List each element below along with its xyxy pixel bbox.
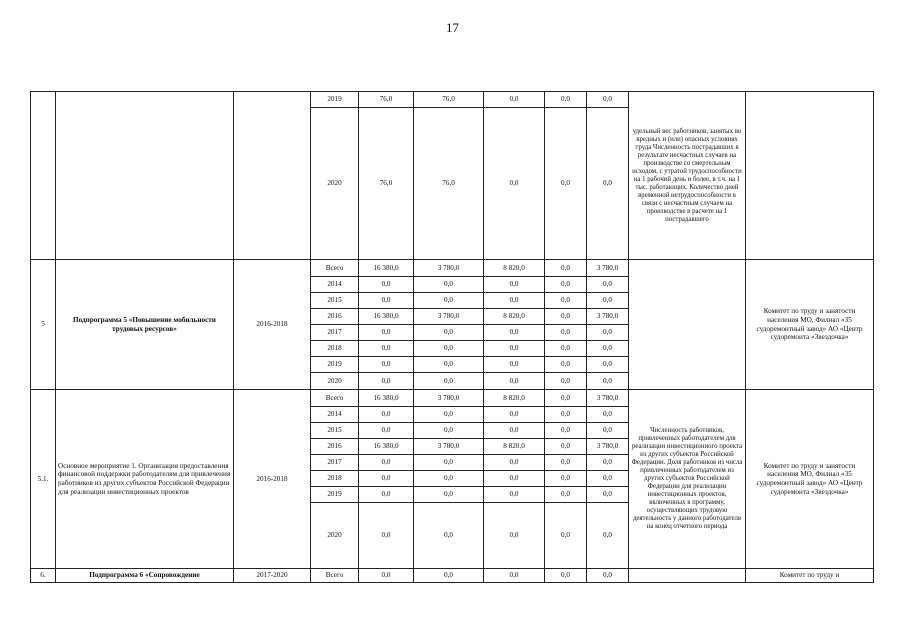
value-cell: 0,0 bbox=[484, 487, 545, 503]
year-cell: 2014 bbox=[311, 407, 359, 423]
value-cell: 0,0 bbox=[359, 423, 414, 439]
value-cell: 0,0 bbox=[414, 423, 484, 439]
value-cell: 0,0 bbox=[545, 277, 587, 293]
value-cell: 0,0 bbox=[359, 455, 414, 471]
value-cell: 0,0 bbox=[545, 423, 587, 439]
value-cell: 0,0 bbox=[545, 357, 587, 373]
year-cell: 2017 bbox=[311, 325, 359, 341]
value-cell: 76,0 bbox=[359, 92, 414, 108]
value-cell: 16 380,0 bbox=[359, 390, 414, 407]
year-cell: 2014 bbox=[311, 277, 359, 293]
value-cell: 0,0 bbox=[545, 325, 587, 341]
value-cell: 0,0 bbox=[545, 260, 587, 277]
period-cell bbox=[234, 92, 311, 260]
value-cell: 0,0 bbox=[484, 277, 545, 293]
value-cell: 0,0 bbox=[359, 277, 414, 293]
value-cell: 0,0 bbox=[484, 293, 545, 309]
value-cell: 0,0 bbox=[545, 471, 587, 487]
value-cell: 0,0 bbox=[414, 277, 484, 293]
value-cell: 0,0 bbox=[484, 341, 545, 357]
value-cell: 8 820,0 bbox=[484, 309, 545, 325]
value-cell: 0,0 bbox=[587, 293, 629, 309]
value-cell: 3 780,0 bbox=[414, 390, 484, 407]
value-cell: 8 820,0 bbox=[484, 390, 545, 407]
value-cell: 0,0 bbox=[414, 407, 484, 423]
value-cell: 0,0 bbox=[359, 487, 414, 503]
year-cell: 2016 bbox=[311, 439, 359, 455]
value-cell: 0,0 bbox=[359, 503, 414, 569]
row-number-cell: 5 bbox=[31, 260, 56, 390]
value-cell: 0,0 bbox=[545, 108, 587, 260]
value-cell: 0,0 bbox=[545, 390, 587, 407]
period-cell: 2016-2018 bbox=[234, 390, 311, 569]
value-cell: 0,0 bbox=[484, 407, 545, 423]
program-name-cell: Подпрограмма 5 «Повышение мобильности трудовых ресурсов» bbox=[56, 260, 234, 390]
responsible-cell: Комитет по труду и занятости населения МО, Филиал «35 судоремонтный завод» АО «Центр судоремонта «Звездочка» bbox=[746, 390, 874, 569]
value-cell: 0,0 bbox=[545, 407, 587, 423]
table-row bbox=[31, 390, 874, 407]
value-cell: 0,0 bbox=[484, 108, 545, 260]
value-cell: 76,0 bbox=[359, 108, 414, 260]
value-cell: 0,0 bbox=[414, 373, 484, 390]
value-cell: 0,0 bbox=[359, 407, 414, 423]
value-cell: 0,0 bbox=[359, 293, 414, 309]
indicator-cell bbox=[629, 260, 746, 390]
year-cell: Всего bbox=[311, 390, 359, 407]
year-cell: 2019 bbox=[311, 487, 359, 503]
period-cell: 2017-2020 bbox=[234, 569, 311, 583]
value-cell: 0,0 bbox=[484, 503, 545, 569]
row-number-cell: 5.1. bbox=[31, 390, 56, 569]
value-cell: 0,0 bbox=[545, 341, 587, 357]
value-cell: 0,0 bbox=[587, 407, 629, 423]
program-name-cell bbox=[56, 92, 234, 260]
value-cell: 0,0 bbox=[414, 455, 484, 471]
value-cell: 0,0 bbox=[587, 277, 629, 293]
value-cell: 0,0 bbox=[587, 341, 629, 357]
value-cell: 0,0 bbox=[545, 455, 587, 471]
responsible-cell: Комитет по труду и занятости населения МО, Филиал «35 судоремонтный завод» АО «Центр судоремонта «Звездочка» bbox=[746, 260, 874, 390]
program-name-cell: Основное мероприятие 1. Организация предоставления финансовой поддержки работодателям для привлечения работников из других субъектов Российской Федерации для реализации инвестиционных проектов bbox=[56, 390, 234, 569]
value-cell: 0,0 bbox=[545, 309, 587, 325]
value-cell: 0,0 bbox=[587, 423, 629, 439]
value-cell: 0,0 bbox=[484, 373, 545, 390]
program-table bbox=[30, 91, 874, 583]
program-name-cell: Подпрограмма 6 «Сопровождение bbox=[56, 569, 234, 583]
value-cell: 0,0 bbox=[359, 569, 414, 583]
table-row bbox=[31, 92, 874, 108]
value-cell: 0,0 bbox=[484, 569, 545, 583]
year-cell: Всего bbox=[311, 260, 359, 277]
value-cell: 3 780,0 bbox=[414, 439, 484, 455]
year-cell: Всего bbox=[311, 569, 359, 583]
value-cell: 3 780,0 bbox=[587, 390, 629, 407]
value-cell: 0,0 bbox=[414, 569, 484, 583]
value-cell: 0,0 bbox=[359, 325, 414, 341]
page-number: 17 bbox=[446, 20, 459, 35]
indicator-cell: Численность работников, привлеченных работодателем для реализации инвестиционного проекта из других субъектов Российской Федерации. Доля работников из числа привлеченных работодателем из других субъектов Российской Федерации для реализации инвестиционных проектов, включенных в программу, осуществляющих трудовую деятельность у данного работодателя на конец отчетного периода bbox=[629, 390, 746, 569]
value-cell: 3 780,0 bbox=[414, 309, 484, 325]
year-cell: 2019 bbox=[311, 92, 359, 108]
year-cell: 2020 bbox=[311, 108, 359, 260]
value-cell: 3 780,0 bbox=[414, 260, 484, 277]
value-cell: 0,0 bbox=[414, 503, 484, 569]
value-cell: 0,0 bbox=[484, 325, 545, 341]
value-cell: 0,0 bbox=[545, 92, 587, 108]
value-cell: 8 820,0 bbox=[484, 260, 545, 277]
indicator-cell: удельный вес работников, занятых во вредных и (или) опасных условиях труда Численность пострадавших в результате несчастных случаев на производстве со смертельным исходом, с утратой трудоспособности на 1 рабочий день и более, в т.ч. на 1 тыс. работающих. Количество дней временной нетрудоспособности в связи с несчастным случаем на производстве в расчете на 1 пострадавшего bbox=[629, 92, 746, 260]
value-cell: 0,0 bbox=[414, 471, 484, 487]
year-cell: 2019 bbox=[311, 357, 359, 373]
value-cell: 76,0 bbox=[414, 92, 484, 108]
table-body bbox=[31, 92, 874, 583]
value-cell: 0,0 bbox=[484, 455, 545, 471]
value-cell: 0,0 bbox=[545, 293, 587, 309]
row-number-cell: 6. bbox=[31, 569, 56, 583]
value-cell: 0,0 bbox=[587, 92, 629, 108]
value-cell: 3 780,0 bbox=[587, 439, 629, 455]
table-row bbox=[31, 569, 874, 583]
value-cell: 0,0 bbox=[545, 569, 587, 583]
year-cell: 2017 bbox=[311, 455, 359, 471]
value-cell: 0,0 bbox=[484, 423, 545, 439]
value-cell: 0,0 bbox=[414, 325, 484, 341]
value-cell: 8 820,0 bbox=[484, 439, 545, 455]
year-cell: 2020 bbox=[311, 503, 359, 569]
value-cell: 0,0 bbox=[484, 357, 545, 373]
value-cell: 0,0 bbox=[414, 341, 484, 357]
value-cell: 0,0 bbox=[545, 439, 587, 455]
value-cell: 0,0 bbox=[359, 373, 414, 390]
value-cell: 3 780,0 bbox=[587, 260, 629, 277]
year-cell: 2015 bbox=[311, 423, 359, 439]
indicator-cell bbox=[629, 569, 746, 583]
value-cell: 0,0 bbox=[484, 471, 545, 487]
value-cell: 0,0 bbox=[484, 92, 545, 108]
table-row bbox=[31, 260, 874, 277]
value-cell: 0,0 bbox=[587, 487, 629, 503]
value-cell: 0,0 bbox=[587, 357, 629, 373]
value-cell: 76,0 bbox=[414, 108, 484, 260]
value-cell: 0,0 bbox=[545, 487, 587, 503]
value-cell: 0,0 bbox=[545, 503, 587, 569]
value-cell: 0,0 bbox=[587, 325, 629, 341]
value-cell: 0,0 bbox=[587, 471, 629, 487]
year-cell: 2016 bbox=[311, 309, 359, 325]
value-cell: 3 780,0 bbox=[587, 309, 629, 325]
year-cell: 2020 bbox=[311, 373, 359, 390]
row-number-cell bbox=[31, 92, 56, 260]
value-cell: 0,0 bbox=[414, 487, 484, 503]
value-cell: 0,0 bbox=[414, 293, 484, 309]
year-cell: 2018 bbox=[311, 471, 359, 487]
value-cell: 0,0 bbox=[587, 455, 629, 471]
period-cell: 2016-2018 bbox=[234, 260, 311, 390]
value-cell: 0,0 bbox=[587, 503, 629, 569]
value-cell: 0,0 bbox=[545, 373, 587, 390]
value-cell: 16 380,0 bbox=[359, 260, 414, 277]
responsible-cell bbox=[746, 92, 874, 260]
value-cell: 0,0 bbox=[359, 357, 414, 373]
value-cell: 0,0 bbox=[587, 108, 629, 260]
year-cell: 2018 bbox=[311, 341, 359, 357]
value-cell: 0,0 bbox=[414, 357, 484, 373]
responsible-cell: Комитет по труду и bbox=[746, 569, 874, 583]
value-cell: 16 380,0 bbox=[359, 439, 414, 455]
year-cell: 2015 bbox=[311, 293, 359, 309]
value-cell: 0,0 bbox=[587, 373, 629, 390]
value-cell: 0,0 bbox=[359, 341, 414, 357]
value-cell: 0,0 bbox=[359, 471, 414, 487]
value-cell: 16 380,0 bbox=[359, 309, 414, 325]
value-cell: 0,0 bbox=[587, 569, 629, 583]
